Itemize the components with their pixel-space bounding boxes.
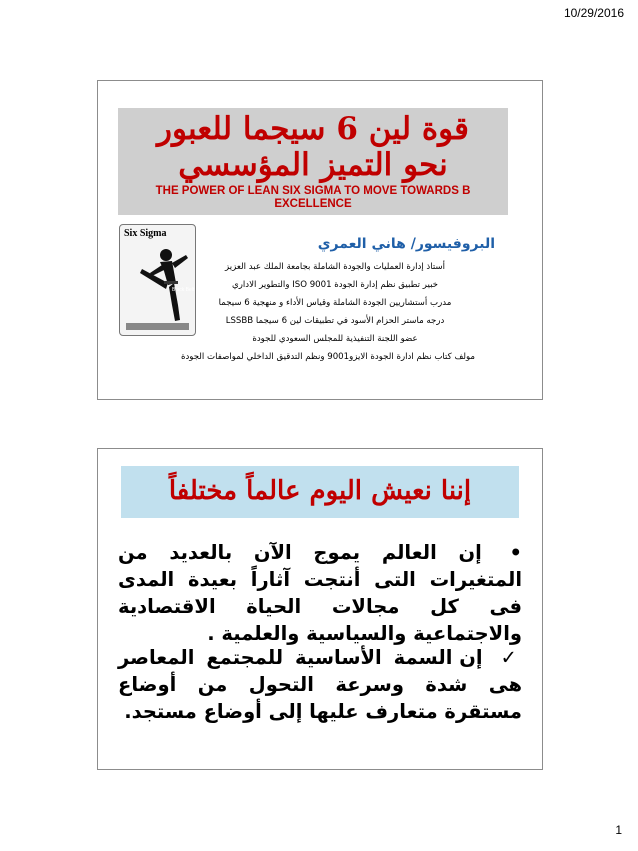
paragraph-1 xyxy=(118,539,522,647)
image-label: Six Sigma xyxy=(124,228,167,239)
title-arabic-line2: نحو التميز المؤسسي xyxy=(178,147,448,183)
credential-line: درجه ماستر الحزام الأسود في تطبيقات لين 6 سيجما LSSBB xyxy=(225,316,445,326)
credential-line: خبير تطبيق نظم إدارة الجودة ISO 9001 والتطوير الاداري xyxy=(231,280,438,290)
page-date: 10/29/2016 xyxy=(563,6,624,20)
paragraph-2 xyxy=(118,644,522,725)
title-english: THE POWER OF LEAN SIX SIGMA TO MOVE TOWARDS B EXCELLENCE xyxy=(155,185,471,210)
heading-box xyxy=(121,466,519,518)
presenter-name: البروفيسور/ هاني العمري xyxy=(317,236,495,252)
bullet-dot-icon: • xyxy=(509,541,522,564)
checkmark-bullet-icon: ✓ xyxy=(500,646,522,669)
paragraph-1-text: إن العالم يموج الآن بالعديد من المتغيرات التى أنتجت آثاراً بعيدة المدى فى كل مجالات الحياة الاقتصادية والاجتماعية والسياسية والعلمية . xyxy=(118,541,522,645)
slide-heading: إننا نعيش اليوم عالماً مختلفاً xyxy=(168,476,472,506)
title-box xyxy=(118,108,508,215)
slide-1 xyxy=(97,80,543,400)
credential-line: عضو اللجنة التنفيذية للمجلس السعودي للجودة xyxy=(252,334,418,344)
credential-line: أستاذ إدارة العمليات والجودة الشاملة بجامعة الملك عبد العزيز xyxy=(224,262,446,272)
credential-line: مدرب أستشاريين الجودة الشاملة وقياس الأداء و منهجية 6 سيجما xyxy=(218,298,452,308)
svg-text:Black Belt: Black Belt xyxy=(172,287,195,293)
credential-line: مولف كتاب نظم ادارة الجودة الايزو9001 ونظم التدقيق الداخلي لمواصفات الجودة xyxy=(180,352,476,362)
slide-2 xyxy=(97,448,543,770)
title-arabic-line1: قوة لين 6 سيجما للعبور xyxy=(157,111,469,147)
paragraph-2-text: إن السمة الأساسية للمجتمع المعاصر هى شدة وسرعة التحول من أوضاع مستقرة متعارف عليها إلى أوضاع مستجد. xyxy=(118,646,522,723)
page-number: 1 xyxy=(615,823,622,837)
